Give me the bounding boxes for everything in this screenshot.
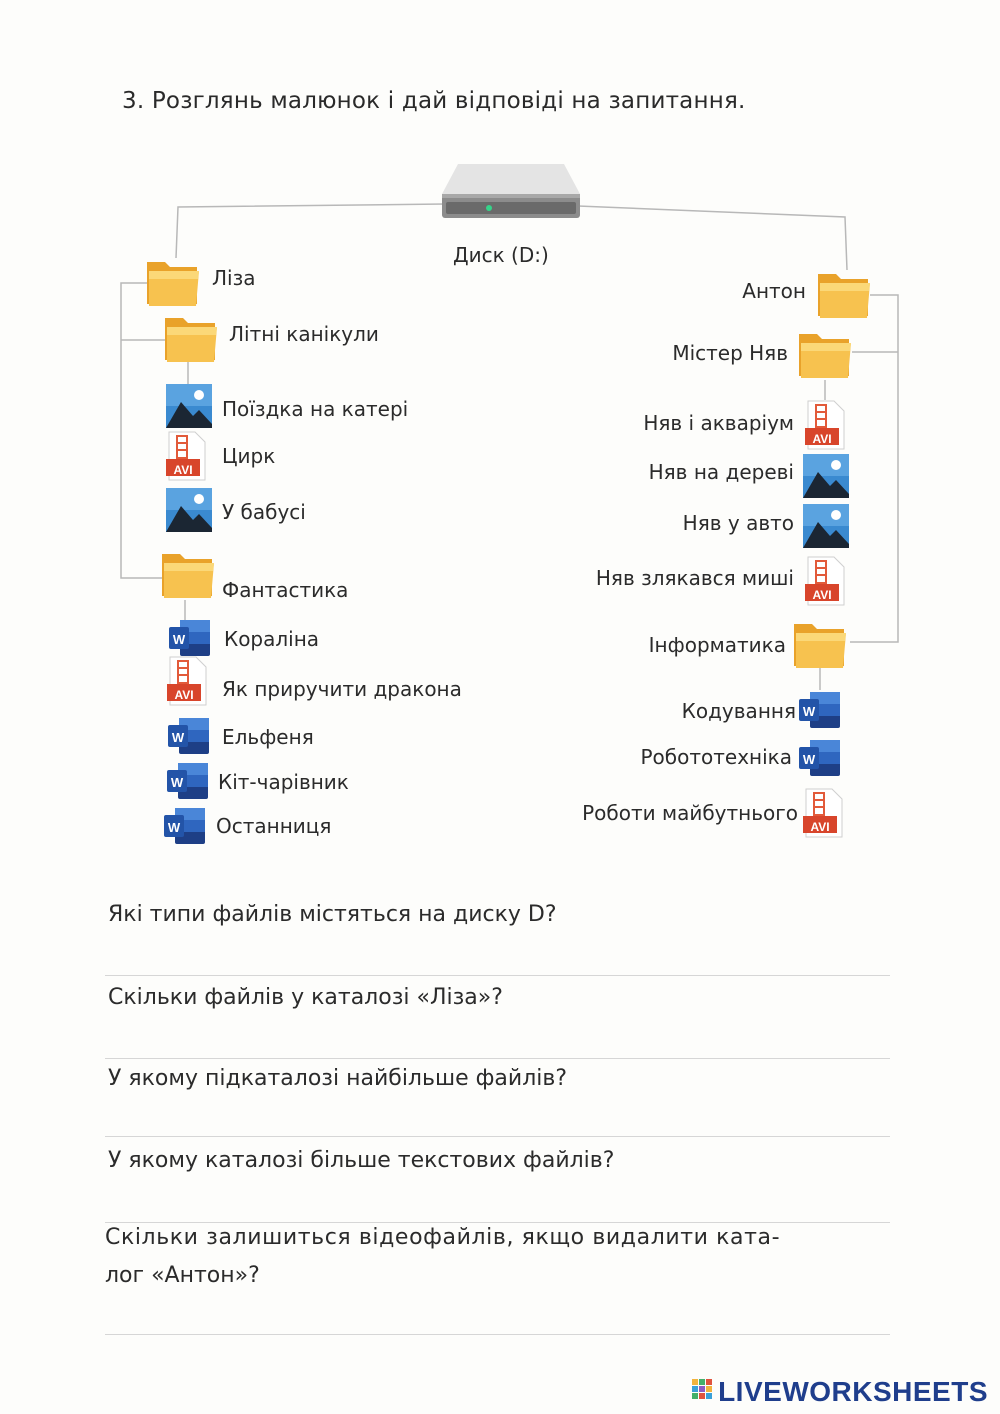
word-label: W — [170, 775, 184, 790]
word-label: W — [802, 752, 816, 767]
file-label[interactable]: Кораліна — [224, 627, 320, 651]
file-label[interactable]: Няв злякався миші — [595, 566, 794, 590]
file-label[interactable]: Няв на дереві — [648, 460, 794, 484]
answer-line[interactable] — [105, 1334, 890, 1335]
word-label: W — [802, 704, 816, 719]
folder-icon[interactable] — [160, 548, 216, 600]
answer-line[interactable] — [105, 1222, 890, 1223]
avi-label: AVI — [812, 432, 832, 446]
folder-anton[interactable]: Антон — [742, 279, 806, 303]
word-file-icon[interactable] — [798, 738, 842, 778]
liveworksheets-logo-icon — [692, 1379, 714, 1403]
avi-file-icon[interactable] — [804, 556, 848, 606]
folder-icon[interactable] — [145, 256, 201, 308]
image-file-icon[interactable] — [803, 504, 849, 548]
word-file-icon[interactable] — [167, 716, 211, 756]
word-file-icon[interactable] — [163, 806, 207, 846]
file-label[interactable]: Няв і акваріум — [643, 411, 794, 435]
question-5-line-1: Скільки залишиться відеофайлів, якщо видалити ката- — [105, 1225, 781, 1250]
image-file-icon[interactable] — [803, 454, 849, 498]
folder-liza[interactable]: Ліза — [212, 266, 256, 290]
answer-line[interactable] — [105, 1136, 890, 1137]
question-4: У якому каталозі більше текстових файлів? — [108, 1148, 615, 1173]
avi-label: AVI — [812, 588, 832, 602]
avi-label: AVI — [810, 820, 830, 834]
avi-file-icon[interactable] — [804, 400, 848, 450]
task-title: 3. Розглянь малюнок і дай відповіді на запитання. — [122, 88, 746, 114]
question-1: Які типи файлів містяться на диску D? — [108, 902, 557, 927]
question-5-line-2: лог «Антон»? — [105, 1263, 260, 1288]
word-file-icon[interactable] — [798, 690, 842, 730]
question-3: У якому підкаталозі найбільше файлів? — [108, 1066, 568, 1091]
folder-icon[interactable] — [163, 312, 219, 364]
file-label[interactable]: У бабусі — [222, 500, 306, 524]
file-label[interactable]: Кодування — [681, 699, 796, 723]
word-label: W — [167, 820, 181, 835]
word-label: W — [171, 730, 185, 745]
avi-label: AVI — [173, 463, 193, 477]
file-label[interactable]: Кіт-чарівник — [218, 770, 349, 794]
folder-fantasy[interactable]: Фантастика — [222, 578, 349, 602]
drive-label: Диск (D:) — [453, 243, 549, 267]
avi-file-icon[interactable] — [802, 788, 846, 838]
folder-icon[interactable] — [816, 268, 872, 320]
hard-drive-icon — [440, 162, 582, 220]
word-label: W — [172, 632, 186, 647]
file-label[interactable]: Ельфеня — [222, 725, 314, 749]
file-label[interactable]: Няв у авто — [682, 511, 794, 535]
file-label[interactable]: Останниця — [216, 814, 332, 838]
file-label[interactable]: Робототехніка — [640, 745, 792, 769]
answer-line[interactable] — [105, 1058, 890, 1059]
image-file-icon[interactable] — [166, 384, 212, 428]
folder-mister-nyav[interactable]: Містер Няв — [672, 341, 788, 365]
avi-file-icon[interactable] — [165, 431, 209, 481]
avi-file-icon[interactable] — [166, 656, 210, 706]
file-label[interactable]: Цирк — [222, 444, 276, 468]
question-2: Скільки файлів у каталозі «Ліза»? — [108, 985, 503, 1010]
file-label[interactable]: Поїздка на катері — [222, 397, 409, 421]
answer-line[interactable] — [105, 975, 890, 976]
avi-label: AVI — [174, 688, 194, 702]
file-label[interactable]: Роботи майбутнього — [582, 801, 798, 825]
image-file-icon[interactable] — [166, 488, 212, 532]
liveworksheets-logo[interactable]: LIVEWORKSHEETS — [718, 1376, 988, 1407]
folder-summer-holidays[interactable]: Літні канікули — [229, 322, 379, 346]
folder-icon[interactable] — [797, 328, 853, 380]
folder-icon[interactable] — [792, 618, 848, 670]
word-file-icon[interactable] — [166, 761, 210, 801]
file-label[interactable]: Як приручити дракона — [222, 677, 462, 701]
word-file-icon[interactable] — [168, 618, 212, 658]
folder-informatics[interactable]: Інформатика — [648, 633, 786, 657]
